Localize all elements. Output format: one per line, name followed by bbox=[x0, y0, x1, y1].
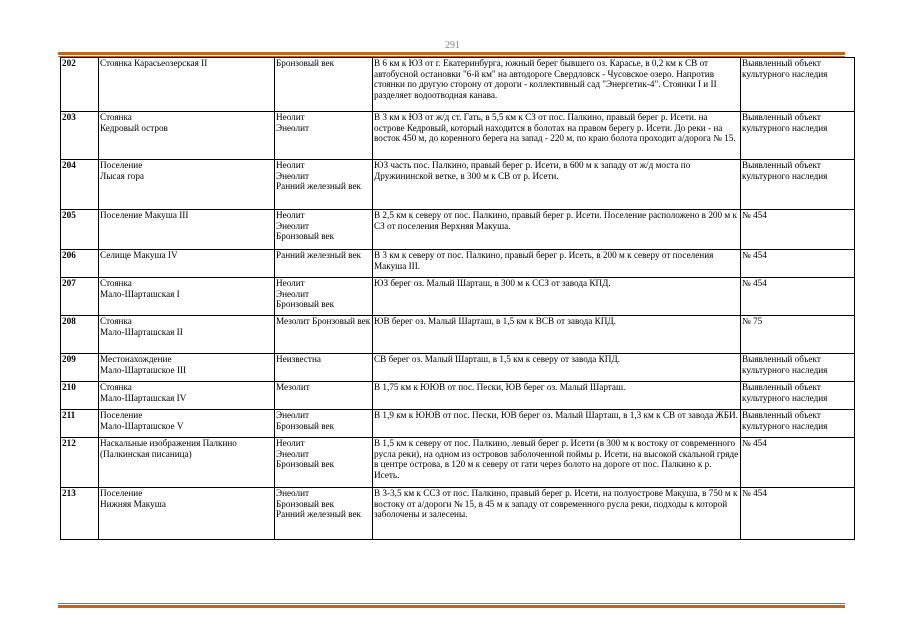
site-status: Выявленный объект культурного наследия bbox=[741, 354, 855, 382]
site-name-line: Поселение bbox=[100, 410, 143, 420]
site-period-line: Неизвестна bbox=[276, 354, 321, 364]
site-period-line: Энеолит bbox=[276, 410, 310, 420]
site-period bbox=[275, 278, 373, 316]
site-name bbox=[99, 58, 275, 112]
site-period-line: Бронзовый век bbox=[276, 231, 335, 242]
site-period-line: Ранний железный век bbox=[276, 509, 361, 520]
site-location: В 3-3,5 км к ССЗ от пос. Палкино, правый берег р. Исети, на полуострове Макуша, в 750 м к востоку от а/дороги № 15, в 45 м к западу от современного русла реки, подходы к которой заболочены и залесены. bbox=[373, 488, 741, 540]
site-period-line: Неолит bbox=[276, 438, 305, 448]
site-period-line: Бронзовый век bbox=[276, 420, 335, 431]
site-status: Выявленный объект культурного наследия bbox=[741, 410, 855, 438]
registry-body bbox=[61, 58, 855, 540]
site-name-line: Лысая гора bbox=[100, 170, 144, 181]
site-period-line: Мезолит Бронзовый век bbox=[276, 316, 371, 326]
table-row bbox=[61, 382, 855, 410]
row-number: 204 bbox=[61, 160, 99, 210]
site-status: № 454 bbox=[741, 210, 855, 250]
heritage-registry-table bbox=[60, 57, 855, 540]
row-number: 213 bbox=[61, 488, 99, 540]
site-period bbox=[275, 112, 373, 160]
site-name bbox=[99, 382, 275, 410]
site-status: Выявленный объект культурного наследия bbox=[741, 382, 855, 410]
site-name-line: Стоянка bbox=[100, 316, 132, 326]
site-name-line: Поселение bbox=[100, 488, 143, 498]
site-period-line: Энеолит bbox=[276, 122, 310, 133]
table-row bbox=[61, 250, 855, 278]
site-name-line: Стоянка bbox=[100, 382, 132, 392]
site-location: СВ берег оз. Малый Шарташ, в 1,5 км к северу от завода КПД. bbox=[373, 354, 741, 382]
site-name-line: Стоянка Карасьеозерская II bbox=[100, 58, 208, 68]
site-name-line: Селище Макуша IV bbox=[100, 250, 178, 260]
site-location: В 1,75 км к ЮЮВ от пос. Пески, ЮВ берег оз. Малый Шарташ. bbox=[373, 382, 741, 410]
table-row bbox=[61, 488, 855, 540]
site-period bbox=[275, 250, 373, 278]
site-period-line: Неолит bbox=[276, 160, 305, 170]
site-name-line: Мало-Шарташская IV bbox=[100, 392, 187, 403]
site-name bbox=[99, 210, 275, 250]
site-name-line: Стоянка bbox=[100, 112, 132, 122]
site-name-line: Местонахождение bbox=[100, 354, 172, 364]
site-location: ЮЗ берег оз. Малый Шарташ, в 300 м к ССЗ от завода КПД. bbox=[373, 278, 741, 316]
site-period-line: Энеолит bbox=[276, 220, 310, 231]
site-name-line: Поселение Макуша III bbox=[100, 210, 189, 220]
site-location: В 6 км к ЮЗ от г. Екатеринбурга, южный берег бывшего оз. Карасье, в 0,2 км к СВ от автобусной остановки "6-й км" на автодороге Свердловск - Чусовское озеро. Напротив стоянки по другую сторону от дороги - коллективный сад "Энергетик-4". Стоянки I и II разделяет водоотводная канава. bbox=[373, 58, 741, 112]
site-status: Выявленный объект культурного наследия bbox=[741, 112, 855, 160]
site-period-line: Неолит bbox=[276, 210, 305, 220]
site-period-line: Бронзовый век bbox=[276, 299, 335, 310]
bottom-rule bbox=[58, 603, 845, 608]
site-status: № 454 bbox=[741, 250, 855, 278]
row-number: 202 bbox=[61, 58, 99, 112]
site-name bbox=[99, 112, 275, 160]
site-period bbox=[275, 488, 373, 540]
site-name-line: Наскальные изображения Палкино (Палкинская писаница) bbox=[100, 438, 237, 459]
site-location: В 2,5 км к северу от пос. Палкино, правый берег р. Исети. Поселение расположено в 200 м к СЗ от поселения Верхняя Макуша. bbox=[373, 210, 741, 250]
site-status: № 454 bbox=[741, 488, 855, 540]
site-period-line: Бронзовый век bbox=[276, 459, 335, 470]
site-period bbox=[275, 58, 373, 112]
row-number: 211 bbox=[61, 410, 99, 438]
bottom-rule-thin bbox=[58, 603, 845, 604]
site-name bbox=[99, 160, 275, 210]
row-number: 208 bbox=[61, 316, 99, 354]
table-row bbox=[61, 58, 855, 112]
table-row bbox=[61, 160, 855, 210]
site-name-line: Нижняя Макуша bbox=[100, 498, 166, 509]
site-location: В 1,9 км к ЮЮВ от пос. Пески, ЮВ берег оз. Малый Шарташ, в 1,3 км к СВ от завода ЖБИ. bbox=[373, 410, 741, 438]
site-period-line: Бронзовый век bbox=[276, 58, 335, 68]
site-status: № 454 bbox=[741, 278, 855, 316]
table-row bbox=[61, 410, 855, 438]
site-period-line: Энеолит bbox=[276, 448, 310, 459]
bottom-rule-thick bbox=[58, 605, 845, 608]
site-name bbox=[99, 278, 275, 316]
row-number: 207 bbox=[61, 278, 99, 316]
table-row bbox=[61, 354, 855, 382]
site-status: № 75 bbox=[741, 316, 855, 354]
page-number: 291 bbox=[445, 40, 460, 51]
site-status: № 454 bbox=[741, 438, 855, 488]
row-number: 205 bbox=[61, 210, 99, 250]
site-period-line: Мезолит bbox=[276, 382, 310, 392]
site-location: ЮВ берег оз. Малый Шарташ, в 1,5 км к ВСВ от завода КПД. bbox=[373, 316, 741, 354]
site-period-line: Бронзовый век bbox=[276, 498, 335, 509]
site-period-line: Неолит bbox=[276, 278, 305, 288]
row-number: 206 bbox=[61, 250, 99, 278]
site-location: В 1,5 км к северу от пос. Палкино, левый берег р. Исети (в 300 м к востоку от современного русла реки), на одном из островов заболоченной поймы р. Исети, на высокой скальной гряде в центре острова, в 120 м к северу от гати через болото на дороге от пос. Палкино к р. Исеть. bbox=[373, 438, 741, 488]
site-name bbox=[99, 316, 275, 354]
site-period bbox=[275, 354, 373, 382]
site-name bbox=[99, 438, 275, 488]
row-number: 209 bbox=[61, 354, 99, 382]
site-period bbox=[275, 382, 373, 410]
site-period bbox=[275, 316, 373, 354]
site-status: Выявленный объект культурного наследия bbox=[741, 160, 855, 210]
site-period-line: Ранний железный век bbox=[276, 250, 361, 260]
site-status: Выявленный объект культурного наследия bbox=[741, 58, 855, 112]
site-name bbox=[99, 410, 275, 438]
site-name-line: Поселение bbox=[100, 160, 143, 170]
table-row bbox=[61, 210, 855, 250]
site-location: ЮЗ часть пос. Палкино, правый берег р. Исети, в 600 м к западу от ж/д моста по Дружининской ветке, в 300 м к СВ от р. Исети. bbox=[373, 160, 741, 210]
site-name bbox=[99, 354, 275, 382]
site-period-line: Энеолит bbox=[276, 288, 310, 299]
site-name bbox=[99, 250, 275, 278]
table-row bbox=[61, 278, 855, 316]
site-name-line: Мало-Шарташское V bbox=[100, 420, 184, 431]
site-location: В 3 км к ЮЗ от ж/д ст. Гать, в 5,5 км к СЗ от пос. Палкино, правый берег р. Исети. на острове Кедровый, который находится в болотах на правом берегу р. Исети. До реки - на восток 450 м, до коренного берега на запад - 220 м, по краю болота проходит а/дорога № 15. bbox=[373, 112, 741, 160]
site-name-line: Мало-Шарташское III bbox=[100, 364, 186, 375]
site-name bbox=[99, 488, 275, 540]
site-name-line: Стоянка bbox=[100, 278, 132, 288]
site-period-line: Энеолит bbox=[276, 170, 310, 181]
table-row bbox=[61, 438, 855, 488]
site-location: В 3 км к северу от пос. Палкино, правый берег р. Исеть, в 200 м к северу от поселения Макуша III. bbox=[373, 250, 741, 278]
site-period-line: Энеолит bbox=[276, 488, 310, 498]
row-number: 210 bbox=[61, 382, 99, 410]
site-period bbox=[275, 210, 373, 250]
site-name-line: Кедровый остров bbox=[100, 122, 168, 133]
site-period bbox=[275, 438, 373, 488]
site-period bbox=[275, 410, 373, 438]
table-row bbox=[61, 316, 855, 354]
top-rule-thick bbox=[58, 52, 845, 55]
row-number: 203 bbox=[61, 112, 99, 160]
site-period bbox=[275, 160, 373, 210]
site-period-line: Неолит bbox=[276, 112, 305, 122]
row-number: 212 bbox=[61, 438, 99, 488]
site-name-line: Мало-Шарташская I bbox=[100, 288, 180, 299]
site-name-line: Мало-Шарташская II bbox=[100, 326, 183, 337]
table-row bbox=[61, 112, 855, 160]
site-period-line: Ранний железный век bbox=[276, 181, 361, 192]
